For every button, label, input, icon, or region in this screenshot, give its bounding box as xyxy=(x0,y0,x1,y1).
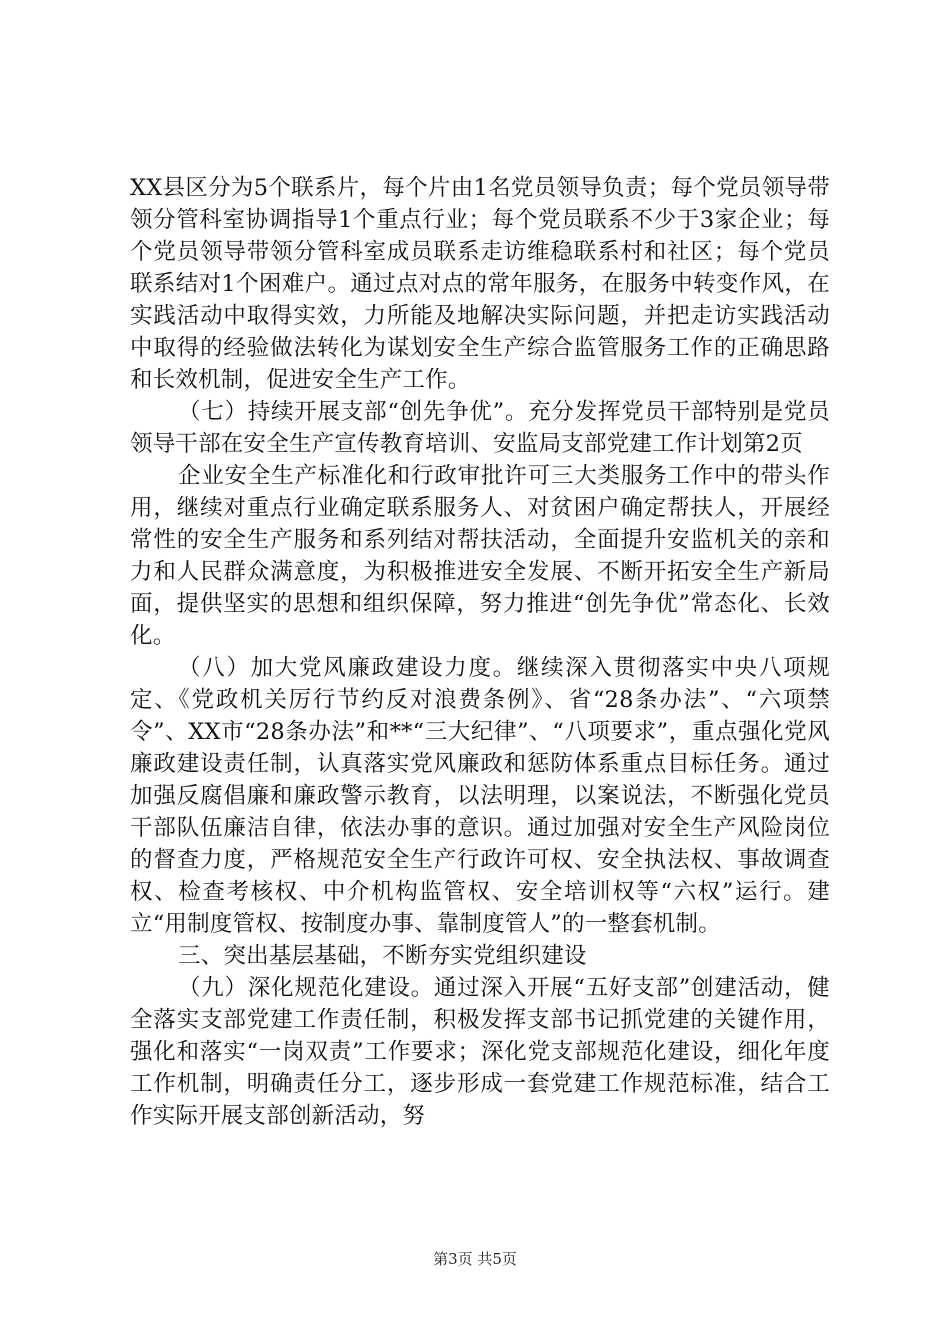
section-heading-3: 三、突出基层基础，不断夯实党组织建设 xyxy=(178,943,587,969)
page-footer: 第3页 共5页 xyxy=(433,1250,517,1268)
paragraph-3: 企业安全生产标准化和行政审批许可三大类服务工作中的带头作用，继续对重点行业确定联系服务人、对贫困户确定帮扶人，开展经常性的安全生产服务和系列结对帮扶活动，全面提升安监机关的亲和力和人民群众满意度，为积极推进安全发展、不断开拓安全生产新局面，提供坚实的思想和组织保障，努力推进“创先争优”常态化、长效化。 xyxy=(130,463,830,649)
paragraph-4: （八）加大党风廉政建设力度。继续深入贯彻落实中央八项规定、《党政机关厉行节约反对浪费条例》、省“28条办法”、“六项禁令”、XX市“28条办法”和**“三大纪律”、“八项要求”，重点强化党风廉政建设责任制，认真落实党风廉政和惩防体系重点目标任务。通过加强反腐倡廉和廉政警示教育，以法明理，以案说法，不断强化党员干部队伍廉洁自律，依法办事的意识。通过加强对安全生产风险岗位的督查力度，严格规范安全生产行政许可权、安全执法权、事故调查权、检查考核权、中介机构监管权、安全培训权等“六权”运行。建立“用制度管权、按制度办事、靠制度管人”的一整套机制。 xyxy=(130,655,830,937)
paragraph-2: （七）持续开展支部“创先争优”。充分发挥党员干部特别是党员领导干部在安全生产宣传教育培训、安监局支部党建工作计划第2页 xyxy=(130,399,830,457)
paragraph-6: （九）深化规范化建设。通过深入开展“五好支部”创建活动，健全落实支部党建工作责任制，积极发挥支部书记抓党建的关键作用，强化和落实“一岗双责”工作要求；深化党支部规范化建设，细化年度工作机制，明确责任分工，逐步形成一套党建工作规范标准，结合工作实际开展支部创新活动，努 xyxy=(130,975,830,1129)
document-body xyxy=(130,172,830,1132)
paragraph-1: XX县区分为5个联系片，每个片由1名党员领导负责；每个党员领导带领分管科室协调指导1个重点行业；每个党员联系不少于3家企业；每个党员领导带领分管科室成员联系走访维稳联系村和社区；每个党员联系结对1个困难户。通过点对点的常年服务，在服务中转变作风，在实践活动中取得实效，力所能及地解决实际问题，并把走访实践活动中取得的经验做法转化为谋划安全生产综合监管服务工作的正确思路和长效机制，促进安全生产工作。 xyxy=(130,175,830,393)
